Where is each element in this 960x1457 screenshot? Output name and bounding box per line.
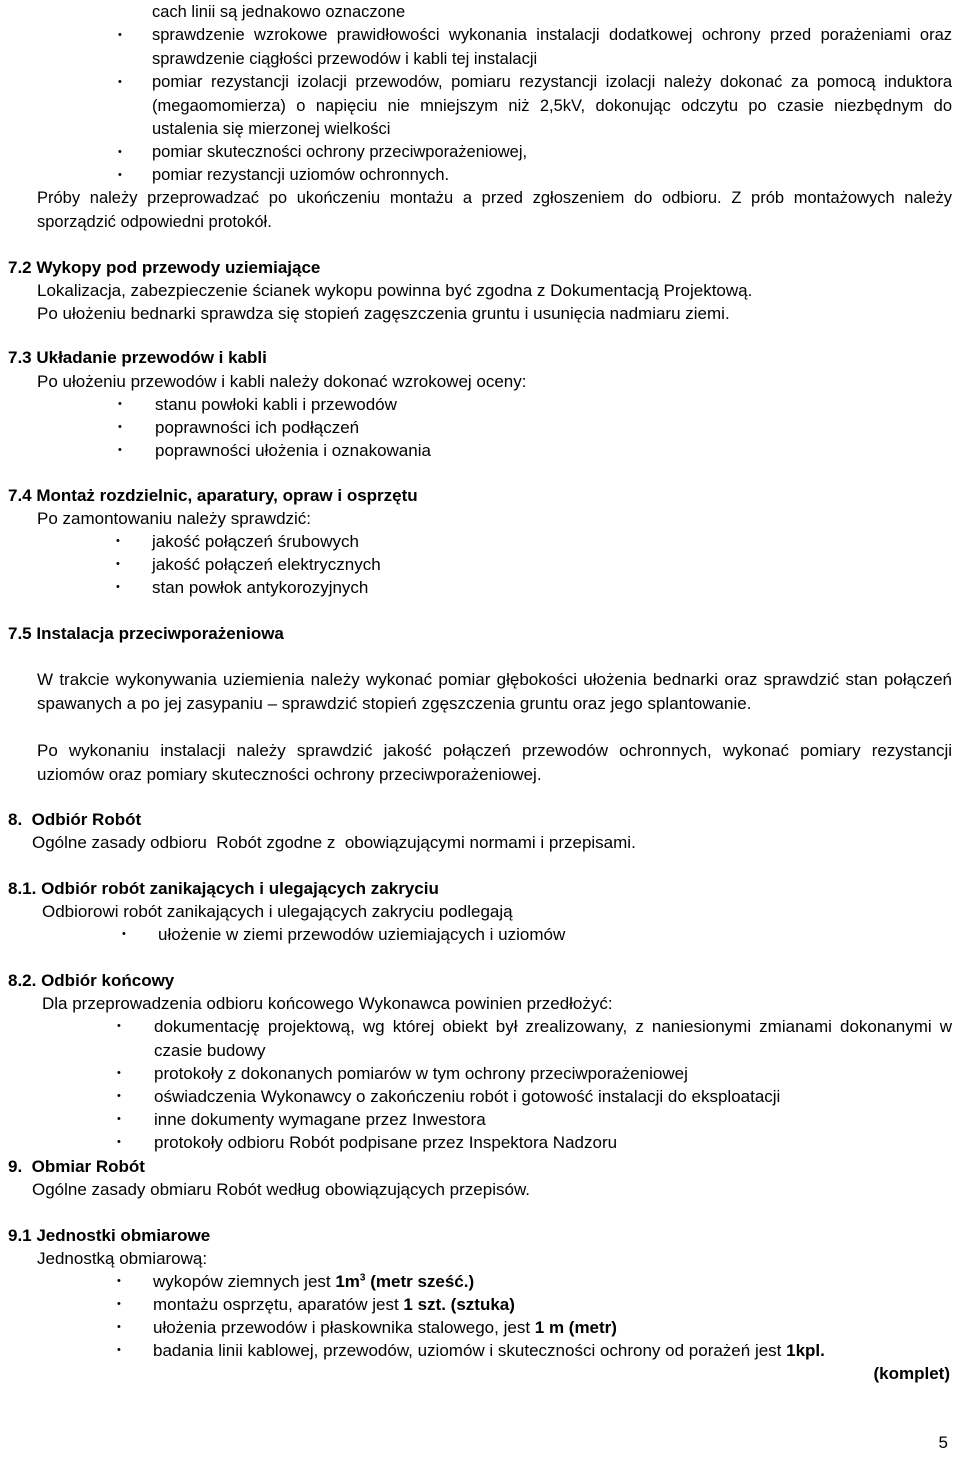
section-9-text: Ogólne zasady obmiaru Robót według obowiązujących przepisów. [32,1180,531,1199]
section-7-4-intro: Po zamontowaniu należy sprawdzić: [37,509,312,528]
unit-description: ułożenia przewodów i płaskownika stalowego, jest [153,1318,535,1337]
unit-description: badania linii kablowej, przewodów, uziomów i skuteczności ochrony od porażeń jest [153,1341,787,1360]
bullet-icon: • [118,169,122,181]
unit-name: (metr sześć.) [365,1272,475,1291]
page-number: 5 [938,1433,948,1452]
section-9-1-intro: Jednostką obmiarową: [37,1249,208,1268]
bullet-icon: • [118,398,122,410]
unit-description: montażu osprzętu, aparatów jest [153,1295,404,1314]
list-item-text: poprawności ich podłączeń [155,418,360,437]
list-item-text: pomiar rezystancji izolacji przewodów, pomiaru rezystancji izolacji należy dokonać za pomocą induktora (megaomomierza) o napięciu nie mniejszym niż 2,5kV, dokonując odczytu po czasie niezbędnym do ustalenia się mierzonej wielkości [152,73,952,138]
section-8-heading: 8. Odbiór Robót [8,810,142,829]
bullet-icon: • [117,1321,121,1333]
section-7-2-paragraph: Lokalizacja, zabezpieczenie ścianek wykopu powinna być zgodna z Dokumentacją Projektową. [37,281,753,300]
list-item-text [153,1270,474,1294]
bullet-icon: • [117,1298,121,1310]
bullet-icon: • [117,1113,121,1125]
unit-description: wykopów ziemnych jest [153,1272,336,1291]
unit-value: 1 szt. (sztuka) [403,1295,515,1314]
list-item-text: pomiar rezystancji uziomów ochronnych. [152,166,450,184]
bullet-icon: • [117,1275,121,1287]
bullet-icon: • [116,581,120,593]
bullet-icon: • [116,558,120,570]
unit-name: (komplet) [873,1364,950,1383]
list-item-text [153,1316,617,1340]
bullet-icon: • [117,1020,121,1032]
section-8-1-heading: 8.1. Odbiór robót zanikających i ulegających zakryciu [8,879,439,898]
section-7-5-paragraph: Po wykonaniu instalacji należy sprawdzić jakość połączeń przewodów ochronnych, wykonać pomiary rezystancji uziomów oraz pomiary skuteczności ochrony przeciwporażeniowej. [37,741,952,784]
section-9-1-heading: 9.1 Jednostki obmiarowe [8,1226,211,1245]
bullet-icon: • [117,1344,121,1356]
section-7-5-paragraph: W trakcie wykonywania uziemienia należy wykonać pomiar głębokości ułożenia bednarki oraz sprawdzić stan połączeń spawanych a po jej zasypaniu – sprawdzić stopień zgęszczenia gruntu oraz jego splantowanie. [37,670,952,713]
bullet-icon: • [117,1090,121,1102]
section-8-2-heading: 8.2. Odbiór końcowy [8,971,175,990]
bullet-icon: • [118,421,122,433]
list-item-text: jakość połączeń śrubowych [152,532,359,551]
unit-value: 1kpl. [786,1341,825,1360]
list-item-text: protokoły z dokonanych pomiarów w tym ochrony przeciwporażeniowej [154,1064,688,1083]
bullet-icon: • [116,535,120,547]
bullet-icon: • [117,1136,121,1148]
bullet-icon: • [118,146,122,158]
section-7-4-heading: 7.4 Montaż rozdzielnic, aparatury, opraw i osprzętu [8,486,418,505]
section-7-3-intro: Po ułożeniu przewodów i kabli należy dokonać wzrokowej oceny: [37,372,527,391]
section-8-text: Ogólne zasady odbioru Robót zgodne z obowiązującymi normami i przepisami. [32,833,636,852]
section-7-2-heading: 7.2 Wykopy pod przewody uziemiające [8,258,321,277]
section-7-5-heading: 7.5 Instalacja przeciwporażeniowa [8,624,284,643]
list-item-text: ułożenie w ziemi przewodów uziemiających i uziomów [158,925,566,944]
list-item-text: jakość połączeń elektrycznych [152,555,381,574]
section-9-heading: 9. Obmiar Robót [8,1157,145,1176]
list-item-text: protokoły odbioru Robót podpisane przez Inspektora Nadzoru [154,1133,618,1152]
list-item-text: pomiar skuteczności ochrony przeciwporażeniowej, [152,143,528,161]
list-item-text: poprawności ułożenia i oznakowania [155,441,431,460]
list-item-text: stan powłok antykorozyjnych [152,578,369,597]
list-item-text [153,1339,825,1363]
list-item-text: sprawdzenie wzrokowe prawidłowości wykonania instalacji dodatkowej ochrony przed porażeniami oraz sprawdzenie ciągłości przewodów i kabli tej instalacji [152,26,952,68]
unit-exponent: 3 [359,1272,366,1284]
list-item-text: oświadczenia Wykonawcy o zakończeniu robót i gotowość instalacji do eksploatacji [154,1087,781,1106]
section-8-2-intro: Dla przeprowadzenia odbioru końcowego Wykonawca powinien przedłożyć: [42,994,613,1013]
section-7-3-heading: 7.3 Układanie przewodów i kabli [8,348,267,367]
bullet-icon: • [122,928,126,940]
list-item-text [153,1293,515,1317]
bullet-icon: • [118,444,122,456]
bullet-icon: • [118,76,122,88]
bullet-icon: • [117,1067,121,1079]
unit-value: 1m [335,1272,360,1291]
continued-line: cach linii są jednakowo oznaczone [152,3,406,21]
list-item-text: inne dokumenty wymagane przez Inwestora [154,1110,486,1129]
list-item-text: stanu powłoki kabli i przewodów [155,395,397,414]
section-7-2-paragraph: Po ułożeniu bednarki sprawdza się stopień zagęszczenia gruntu i usunięcia nadmiaru ziemi. [37,304,730,323]
section-8-1-intro: Odbiorowi robót zanikających i ulegających zakryciu podlegają [42,902,513,921]
bullet-icon: • [118,29,122,41]
unit-value: 1 m (metr) [534,1318,617,1337]
list-item-text: dokumentację projektową, wg której obiekt był zrealizowany, z naniesionymi zmianami dokonanymi w czasie budowy [154,1017,952,1060]
tests-closing-paragraph: Próby należy przeprowadzać po ukończeniu montażu a przed zgłoszeniem do odbioru. Z prób montażowych należy sporządzić odpowiedni protokół. [37,189,952,231]
